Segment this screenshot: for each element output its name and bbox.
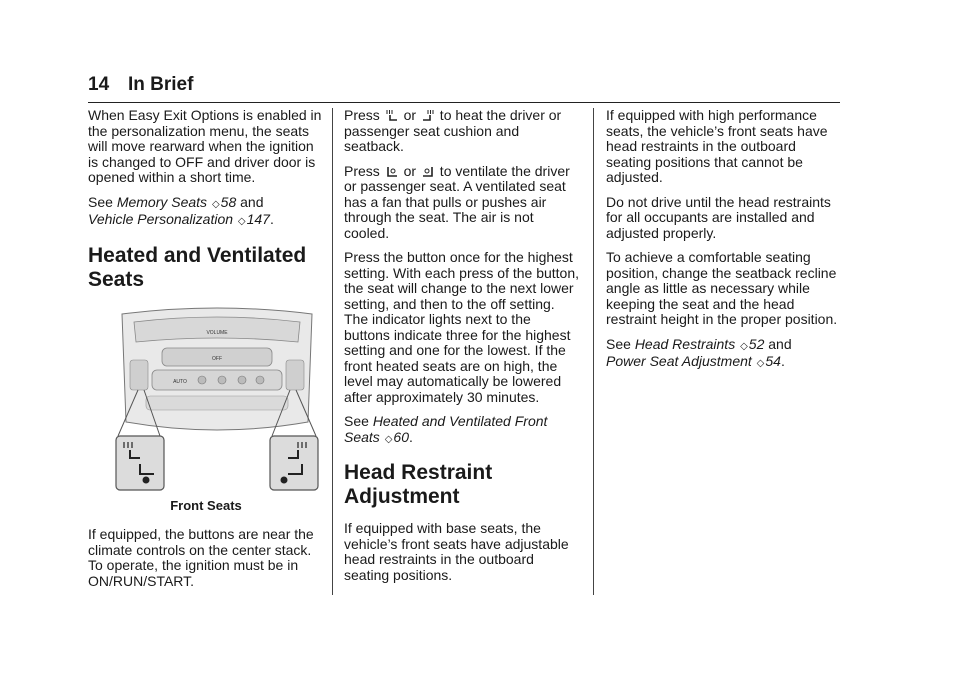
heated-seat-driver-icon [385, 109, 399, 123]
page-ref[interactable]: 54 [765, 353, 781, 369]
paragraph: To achieve a comfortable seating position, change the seatback recline angle as little as necessary while keeping the seat and the head restraint height in the proper position. [606, 249, 838, 327]
section-heading: Heated and Ventilated Seats [88, 243, 307, 291]
heat-instructions: Press or to heat the driver or passenger seat cushion and seatback. [344, 107, 562, 154]
see-also: See Head Restraints ◇52 and Power Seat Adjustment ◇54. [606, 335, 792, 369]
page-ref-icon: ◇ [384, 433, 393, 445]
auto-label: AUTO [173, 378, 187, 385]
column-3 [606, 108, 842, 381]
xref-link[interactable]: Power Seat Adjustment [606, 353, 752, 369]
figure-caption: Front Seats [170, 497, 242, 513]
paragraph: If equipped with base seats, the vehicle’s front seats have adjustable head restraints in the outboard seating positions. [344, 520, 569, 583]
page-ref-icon: ◇ [756, 358, 765, 369]
heated-seat-passenger-icon [421, 109, 435, 123]
paragraph: Do not drive until the head restraints for all occupants are installed and adjusted properly. [606, 193, 831, 241]
ventilated-seat-driver-icon [385, 165, 399, 179]
page-ref[interactable]: 58 [220, 193, 237, 210]
paragraph: Press the button once for the highest setting. With each press of the button, the seat will change to the next lower setting, and then to the off setting. The indicator lights next to the buttons indicate three for the highest setting and one for the lowest. If the front heated seats are on high, the level may automatically be lowered after approximately 30 minutes. [344, 249, 580, 405]
off-label: OFF [212, 355, 222, 362]
paragraph: If equipped with high performance seats, the vehicle’s front seats have head restraints in the outboard seating positions that cannot be adjusted. [606, 107, 828, 185]
climate-panel-illustration [112, 304, 322, 492]
column-divider [332, 108, 333, 595]
page-ref-icon: ◇ [740, 340, 748, 352]
page-ref[interactable]: 147 [246, 211, 270, 227]
ventilated-seat-passenger-icon [421, 165, 435, 179]
page-ref[interactable]: 60 [393, 428, 409, 445]
see-also: See Heated and Ventilated Front Seats ◇60. [344, 413, 548, 445]
ventilate-instructions: Press or to ventilate the driver or passenger seat. A ventilated seat has a fan that pulls or pushes air through the seat. The air is not cooled. [344, 162, 570, 241]
page-number: 14 [88, 74, 110, 95]
column-divider [593, 108, 594, 595]
front-seats-figure [112, 304, 322, 492]
page-ref[interactable]: 52 [748, 335, 765, 352]
section-title: In Brief [128, 74, 194, 95]
paragraph: When Easy Exit Options is enabled in the personalization menu, the seats will move rearward when the ignition is changed to OFF and driver door is opened within a short time. [88, 107, 322, 185]
column-2 [344, 108, 580, 592]
page-ref-icon: ◇ [237, 216, 246, 227]
section-heading: Head Restraint Adjustment [344, 461, 493, 508]
page-header [88, 72, 840, 103]
see-also: See Memory Seats ◇58 and Vehicle Personalization ◇147. [88, 193, 274, 227]
xref-link[interactable]: Heated and Ventilated Front Seats [344, 413, 548, 445]
page-ref-icon: ◇ [211, 198, 220, 210]
xref-link[interactable]: Vehicle Personalization [88, 211, 234, 227]
paragraph: If equipped, the buttons are near the climate controls on the center stack. To operate, the ignition must be in ON/RUN/START. [88, 526, 314, 589]
volume-label: VOLUME [206, 329, 228, 336]
column-1 [88, 108, 324, 598]
xref-link[interactable]: Memory Seats [116, 193, 208, 210]
xref-link[interactable]: Head Restraints [634, 335, 736, 352]
